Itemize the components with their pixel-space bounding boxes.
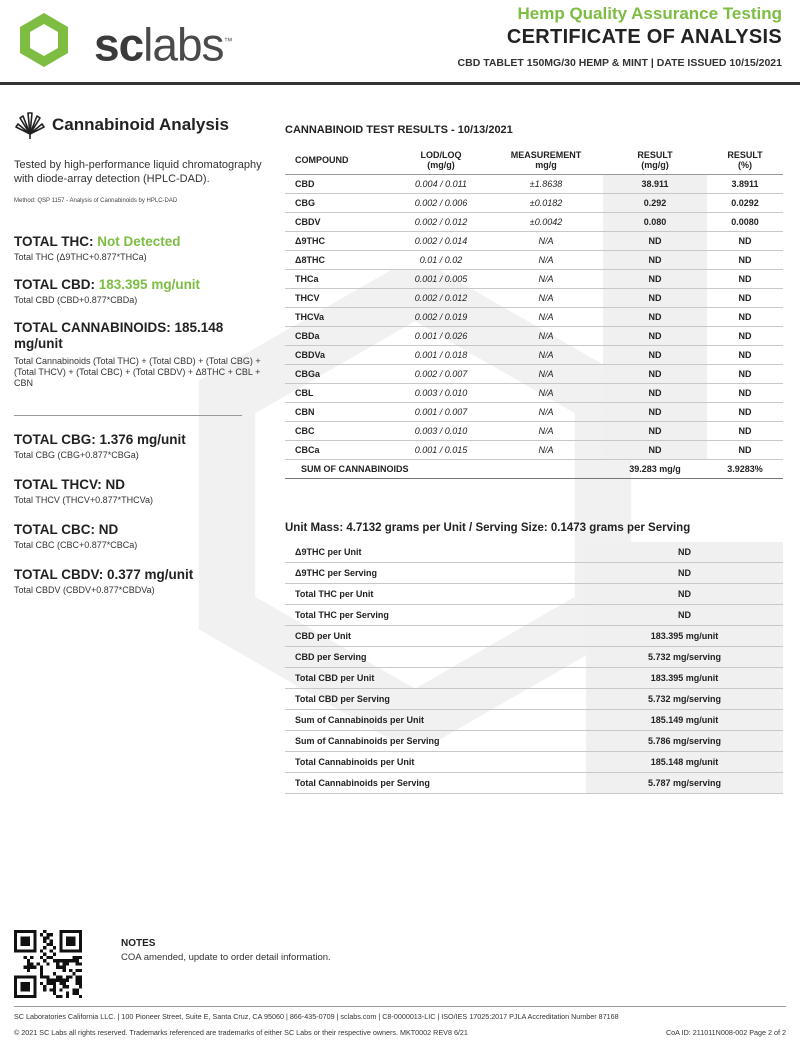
- serving-value: 5.787 mg/serving: [586, 773, 783, 794]
- result-pct-cell: ND: [707, 308, 783, 327]
- qr-code-icon: [14, 930, 82, 998]
- sum-label: SUM OF CANNABINOIDS: [285, 460, 603, 479]
- result-pct-cell: ND: [707, 365, 783, 384]
- result-pct-cell: ND: [707, 422, 783, 441]
- result-mg-cell: ND: [603, 365, 707, 384]
- result-mg-cell: ND: [603, 346, 707, 365]
- sc-labs-logo: [14, 10, 244, 70]
- sum-pct: 3.9283%: [707, 460, 783, 479]
- table-row: [285, 194, 783, 213]
- result-mg-cell: ND: [603, 327, 707, 346]
- cannabis-leaf-icon: [14, 110, 46, 140]
- measurement-cell: N/A: [489, 403, 603, 422]
- serving-row: [285, 731, 783, 752]
- table-row: [285, 251, 783, 270]
- lod-loq-cell: 0.01 / 0.02: [393, 251, 489, 270]
- compound-cell: CBGa: [285, 365, 393, 384]
- total-thc: TOTAL THC: Not Detected Total THC (Δ9THC+0.877*THCa): [14, 234, 181, 262]
- coa-id-page: CoA ID: 211011N008-002 Page 2 of 2: [665, 1028, 786, 1037]
- compound-cell: CBN: [285, 403, 393, 422]
- lod-loq-cell: 0.003 / 0.010: [393, 384, 489, 403]
- compound-cell: CBG: [285, 194, 393, 213]
- table-row: [285, 308, 783, 327]
- compound-cell: THCVa: [285, 308, 393, 327]
- serving-row: [285, 647, 783, 668]
- header-subtitle: Hemp Quality Assurance Testing: [517, 4, 782, 23]
- serving-row: [285, 542, 783, 563]
- lod-loq-cell: 0.001 / 0.005: [393, 270, 489, 289]
- result-pct-cell: ND: [707, 384, 783, 403]
- serving-label: CBD per Serving: [285, 647, 586, 668]
- measurement-cell: N/A: [489, 308, 603, 327]
- compound-cell: THCa: [285, 270, 393, 289]
- table-row: [285, 232, 783, 251]
- result-pct-cell: ND: [707, 441, 783, 460]
- table-row: [285, 327, 783, 346]
- col-result-pct: RESULT (%): [707, 148, 783, 175]
- table-row: [285, 270, 783, 289]
- measurement-cell: N/A: [489, 384, 603, 403]
- result-pct-cell: ND: [707, 403, 783, 422]
- lod-loq-cell: 0.002 / 0.019: [393, 308, 489, 327]
- serving-label: Sum of Cannabinoids per Unit: [285, 710, 586, 731]
- result-pct-cell: ND: [707, 289, 783, 308]
- serving-row: [285, 584, 783, 605]
- lod-loq-cell: 0.001 / 0.015: [393, 441, 489, 460]
- serving-value: 183.395 mg/unit: [586, 626, 783, 647]
- compound-cell: CBDV: [285, 213, 393, 232]
- lod-loq-cell: 0.002 / 0.006: [393, 194, 489, 213]
- sum-row: [285, 460, 783, 479]
- serving-value: 185.148 mg/unit: [586, 752, 783, 773]
- result-pct-cell: ND: [707, 251, 783, 270]
- table-row: [285, 422, 783, 441]
- col-measurement: MEASUREMENT mg/g: [489, 148, 603, 175]
- notes-text: COA amended, update to order detail information.: [121, 952, 331, 963]
- lod-loq-cell: 0.002 / 0.012: [393, 289, 489, 308]
- measurement-cell: N/A: [489, 232, 603, 251]
- result-pct-cell: ND: [707, 346, 783, 365]
- left-divider: [14, 415, 242, 416]
- serving-value: ND: [586, 605, 783, 626]
- compound-cell: Δ9THC: [285, 232, 393, 251]
- result-pct-cell: ND: [707, 270, 783, 289]
- result-pct-cell: 3.8911: [707, 175, 783, 194]
- serving-label: Δ9THC per Serving: [285, 563, 586, 584]
- serving-label: Total THC per Serving: [285, 605, 586, 626]
- measurement-cell: N/A: [489, 270, 603, 289]
- table-row: [285, 403, 783, 422]
- serving-label: Total Cannabinoids per Serving: [285, 773, 586, 794]
- serving-row: [285, 752, 783, 773]
- compound-cell: THCV: [285, 289, 393, 308]
- lod-loq-cell: 0.001 / 0.026: [393, 327, 489, 346]
- result-mg-cell: 0.292: [603, 194, 707, 213]
- total-cbdv: TOTAL CBDV: 0.377 mg/unit Total CBDV (CBDV+0.877*CBDVa): [14, 567, 194, 595]
- lod-loq-cell: 0.002 / 0.007: [393, 365, 489, 384]
- table-row: [285, 175, 783, 194]
- serving-row: [285, 689, 783, 710]
- result-mg-cell: ND: [603, 422, 707, 441]
- measurement-cell: ±0.0182: [489, 194, 603, 213]
- hexagon-logo-icon: [14, 10, 74, 70]
- serving-label: Total THC per Unit: [285, 584, 586, 605]
- result-mg-cell: 0.080: [603, 213, 707, 232]
- serving-table: [285, 542, 783, 794]
- serving-row: [285, 773, 783, 794]
- table-row: [285, 384, 783, 403]
- serving-row: [285, 626, 783, 647]
- result-mg-cell: ND: [603, 441, 707, 460]
- result-pct-cell: 0.0292: [707, 194, 783, 213]
- footer-legal: [14, 1028, 786, 1037]
- table-row: [285, 365, 783, 384]
- measurement-cell: ±1.8638: [489, 175, 603, 194]
- serving-value: 5.786 mg/serving: [586, 731, 783, 752]
- result-mg-cell: ND: [603, 384, 707, 403]
- result-mg-cell: ND: [603, 403, 707, 422]
- lod-loq-cell: 0.003 / 0.010: [393, 422, 489, 441]
- compound-cell: CBDVa: [285, 346, 393, 365]
- measurement-cell: N/A: [489, 327, 603, 346]
- method-reference: Method: QSP 1157 - Analysis of Cannabinoids by HPLC-DAD: [14, 198, 178, 204]
- compound-cell: CBDa: [285, 327, 393, 346]
- measurement-cell: N/A: [489, 441, 603, 460]
- serving-value: ND: [586, 563, 783, 584]
- serving-label: Δ9THC per Unit: [285, 542, 586, 563]
- measurement-cell: ±0.0042: [489, 213, 603, 232]
- serving-row: [285, 563, 783, 584]
- measurement-cell: N/A: [489, 365, 603, 384]
- footer-address: SC Laboratories California LLC. | 100 Pioneer Street, Suite E, Santa Cruz, CA 95060 | 866-435-0709 | sclabs.com | C8-0000013-LIC | ISO/IES 17025:2017 PJLA Accreditation Number 87168: [14, 1012, 619, 1021]
- lod-loq-cell: 0.002 / 0.012: [393, 213, 489, 232]
- table-header-row: [285, 148, 783, 175]
- unit-mass-line: Unit Mass: 4.7132 grams per Unit / Serving Size: 0.1473 grams per Serving: [285, 522, 691, 534]
- lod-loq-cell: 0.001 / 0.007: [393, 403, 489, 422]
- serving-value: 183.395 mg/unit: [586, 668, 783, 689]
- logo-wordmark: sclabs™: [94, 18, 232, 71]
- compound-cell: Δ8THC: [285, 251, 393, 270]
- result-mg-cell: 38.911: [603, 175, 707, 194]
- serving-row: [285, 710, 783, 731]
- table-row: [285, 346, 783, 365]
- product-date-line: CBD TABLET 150MG/30 HEMP & MINT | DATE ISSUED 10/15/2021: [457, 57, 782, 69]
- certificate-title: CERTIFICATE OF ANALYSIS: [506, 26, 782, 48]
- notes-title: NOTES: [121, 938, 156, 949]
- total-cannabinoids: TOTAL CANNABINOIDS: 185.148 mg/unit Total Cannabinoids (Total THC) + (Total CBD) + (Total CBG) + (Total THCV) + (Total CBC) + (Total CBDV) + Δ8THC + CBL + CBN: [14, 320, 261, 388]
- total-cbd: TOTAL CBD: 183.395 mg/unit Total CBD (CBD+0.877*CBDa): [14, 277, 201, 305]
- table-row: [285, 289, 783, 308]
- compound-cell: CBCa: [285, 441, 393, 460]
- col-compound: COMPOUND: [285, 148, 393, 175]
- header-titles: [458, 4, 782, 72]
- header-divider: [0, 82, 800, 85]
- lod-loq-cell: 0.001 / 0.018: [393, 346, 489, 365]
- serving-label: CBD per Unit: [285, 626, 586, 647]
- result-pct-cell: ND: [707, 232, 783, 251]
- result-mg-cell: ND: [603, 270, 707, 289]
- measurement-cell: N/A: [489, 346, 603, 365]
- serving-value: 5.732 mg/serving: [586, 647, 783, 668]
- serving-value: ND: [586, 542, 783, 563]
- analysis-summary: [14, 110, 270, 596]
- measurement-cell: N/A: [489, 289, 603, 308]
- total-thcv: TOTAL THCV: ND Total THCV (THCV+0.877*THCVa): [14, 477, 153, 505]
- lod-loq-cell: 0.002 / 0.014: [393, 232, 489, 251]
- measurement-cell: N/A: [489, 251, 603, 270]
- serving-row: [285, 668, 783, 689]
- compound-cell: CBC: [285, 422, 393, 441]
- results-title: CANNABINOID TEST RESULTS - 10/13/2021: [285, 124, 513, 136]
- compound-cell: CBD: [285, 175, 393, 194]
- result-mg-cell: ND: [603, 232, 707, 251]
- measurement-cell: N/A: [489, 422, 603, 441]
- footer-divider: [14, 1006, 786, 1007]
- serving-value: ND: [586, 584, 783, 605]
- result-pct-cell: 0.0080: [707, 213, 783, 232]
- table-row: [285, 213, 783, 232]
- serving-label: Sum of Cannabinoids per Serving: [285, 731, 586, 752]
- compound-cell: CBL: [285, 384, 393, 403]
- serving-value: 5.732 mg/serving: [586, 689, 783, 710]
- table-row: [285, 441, 783, 460]
- result-mg-cell: ND: [603, 308, 707, 327]
- copyright-text: © 2021 SC Labs all rights reserved. Trademarks referenced are trademarks of either SC Labs or their respective owners. MKT0002 REV8 6/21: [14, 1028, 468, 1037]
- serving-value: 185.149 mg/unit: [586, 710, 783, 731]
- col-result-mg: RESULT (mg/g): [603, 148, 707, 175]
- result-pct-cell: ND: [707, 327, 783, 346]
- cannabinoid-results-table: [285, 148, 783, 479]
- serving-label: Total CBD per Unit: [285, 668, 586, 689]
- serving-row: [285, 605, 783, 626]
- analysis-title: Cannabinoid Analysis: [14, 110, 270, 140]
- total-cbc: TOTAL CBC: ND Total CBC (CBC+0.877*CBCa): [14, 522, 138, 550]
- col-lod-loq: LOD/LOQ (mg/g): [393, 148, 489, 175]
- lod-loq-cell: 0.004 / 0.011: [393, 175, 489, 194]
- result-mg-cell: ND: [603, 251, 707, 270]
- serving-label: Total CBD per Serving: [285, 689, 586, 710]
- serving-label: Total Cannabinoids per Unit: [285, 752, 586, 773]
- total-cbg: TOTAL CBG: 1.376 mg/unit Total CBG (CBG+0.877*CBGa): [14, 432, 186, 460]
- sum-mg: 39.283 mg/g: [603, 460, 707, 479]
- result-mg-cell: ND: [603, 289, 707, 308]
- method-description: Tested by high-performance liquid chromatography with diode-array detection (HPLC-DAD).: [14, 159, 262, 185]
